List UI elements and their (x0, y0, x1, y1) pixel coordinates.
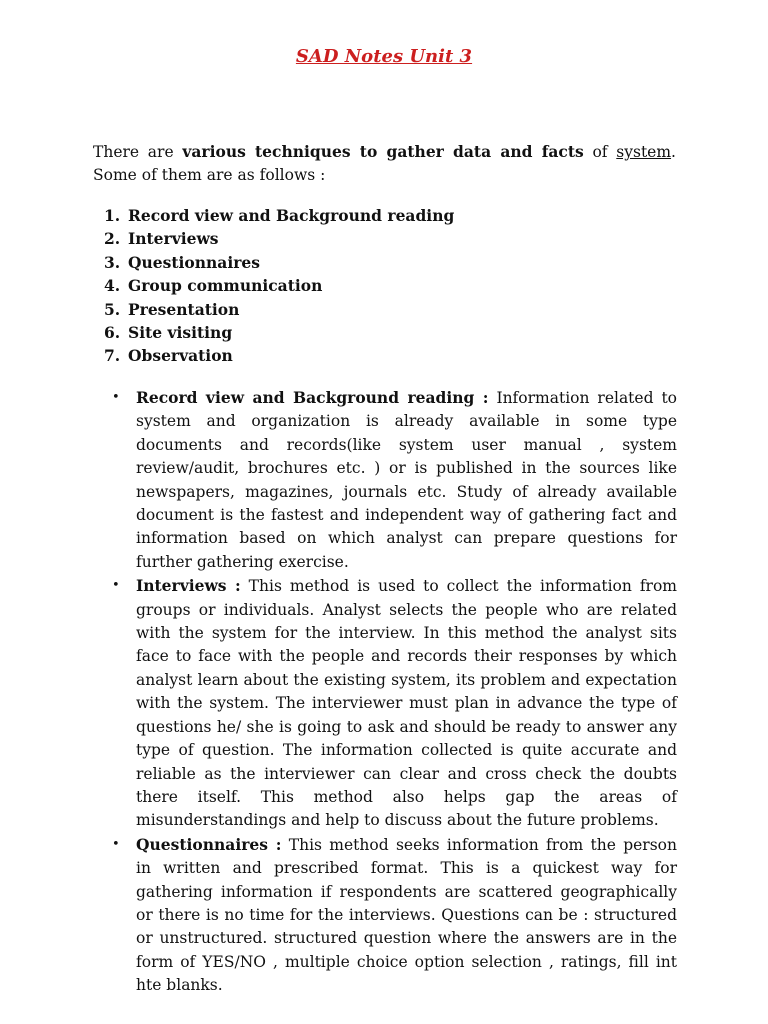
detail-item-record-view (110, 386, 677, 574)
techniques-list (93, 204, 454, 368)
technique-item (93, 204, 454, 227)
item-number: 2. (104, 229, 121, 249)
item-number: 7. (104, 346, 121, 366)
item-label: Record view and Background reading (128, 206, 455, 225)
item-label: Questionnaires (128, 252, 260, 272)
detail-heading: Interviews : (136, 576, 241, 596)
item-number: 6. (104, 323, 121, 343)
item-label: Presentation (128, 299, 240, 319)
item-number: 4. (104, 276, 121, 296)
item-label: Interviews (128, 229, 219, 249)
detail-heading: Record view and Background reading : (136, 388, 489, 407)
item-label: Site visiting (128, 323, 233, 343)
detail-text: This method seeks information from the person in written and prescribed format. This is a quickest way for gathering information if respondents are scattered geographically or there is no time for the interviews. Questions can be : structured or unstructured. structured question where the answers are in the form of YES/NO , multiple choice option selection , ratings, fill int hte blanks. (136, 835, 677, 995)
technique-item (93, 227, 454, 250)
intro-text-middle: of (583, 143, 617, 161)
intro-text-end: . Some of them are as follows : (93, 143, 676, 185)
detail-heading: Questionnaires : (136, 834, 282, 854)
technique-item (93, 298, 454, 321)
bullet-icon: • (112, 578, 120, 594)
bullet-icon: • (112, 836, 120, 852)
item-number: 3. (104, 252, 121, 272)
item-label: Group communication (128, 276, 323, 296)
technique-item (93, 251, 454, 274)
item-number: 5. (104, 299, 121, 319)
item-label: Observation (128, 346, 233, 366)
detail-item-interviews (110, 574, 677, 832)
technique-item (93, 274, 454, 297)
intro-underlined-word: system (616, 143, 672, 161)
intro-paragraph (93, 140, 676, 188)
bullet-icon: • (112, 390, 120, 405)
technique-item (93, 344, 454, 367)
detail-text: Information related to system and organization is already available in some type documents and records(like system user manual , system review/audit, brochures etc. ) or is published in the sources like newspapers, magazines, journals etc. Study of already available document is the fastest and independent way of gathering fact and information based on which analyst can prepare questions for further gathering exercise. (136, 389, 678, 571)
detail-item-questionnaires (110, 833, 677, 998)
details-list (110, 386, 677, 998)
technique-item (93, 321, 454, 344)
page-title: SAD Notes Unit 3 (295, 46, 473, 67)
item-number: 1. (104, 206, 121, 225)
intro-bold-phrase: various techniques to gather data and facts (182, 142, 584, 161)
detail-text: This method is used to collect the information from groups or individuals. Analyst selects the people who are related with the system for the interview. In this method the analyst sits face to face with the people and records their responses by which analyst learn about the existing system, its problem and expectation with the system. The interviewer must plan in advance the type of questions he/ she is going to ask and should be ready to answer any type of question. The information collected is quite accurate and reliable as the interviewer can clear and cross check the doubts there itself. This method also helps gap the areas of misunderstandings and help to discuss about the future problems. (136, 577, 677, 830)
intro-text-start: There are (93, 143, 183, 161)
